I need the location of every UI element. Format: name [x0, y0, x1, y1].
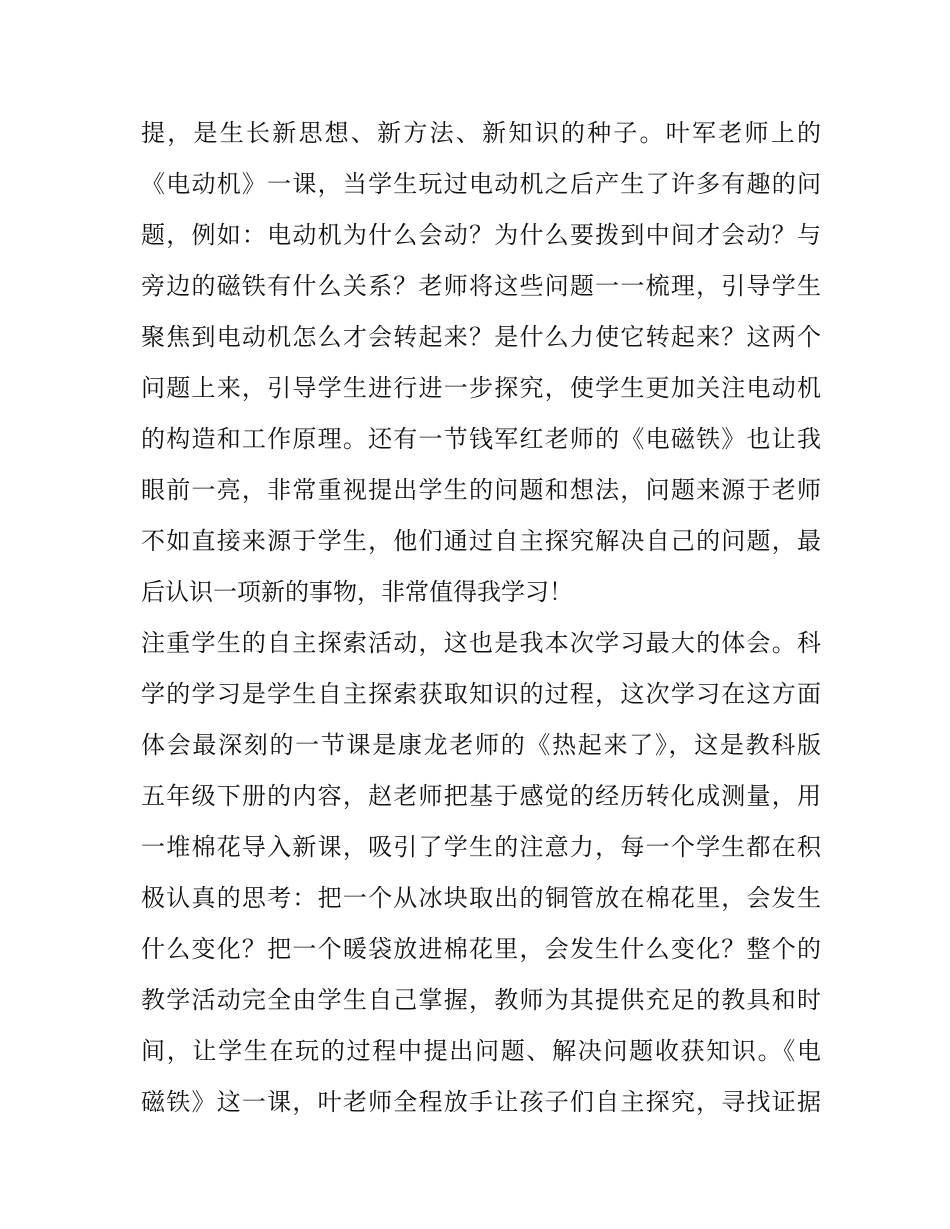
paragraph-1-line-10: 后认识一项新的事物，非常值得我学习！	[141, 578, 573, 606]
paragraph-1-line-9: 不如直接来源于学生，他们通过自主探究解决自己的问题，最	[141, 527, 821, 555]
paragraph-2-line-10: 磁铁》这一课，叶老师全程放手让孩子们自主探究，寻找证据	[141, 1088, 821, 1116]
paragraph-1-line-1: 提，是生长新思想、新方法、新知识的种子。叶军老师上的	[141, 119, 821, 147]
paragraph-1-line-3: 题，例如：电动机为什么会动？为什么要拨到中间才会动？与	[141, 221, 821, 249]
paragraph-1-line-8: 眼前一亮，非常重视提出学生的问题和想法，问题来源于老师	[141, 476, 821, 504]
paragraph-1-line-2: 《电动机》一课，当学生玩过电动机之后产生了许多有趣的问	[141, 170, 821, 198]
paragraph-2-line-7: 什么变化？把一个暖袋放进棉花里，会发生什么变化？整个的	[141, 935, 821, 963]
paragraph-2-line-4: 五年级下册的内容，赵老师把基于感觉的经历转化成测量，用	[141, 782, 821, 810]
paragraph-2-line-6: 极认真的思考：把一个从冰块取出的铜管放在棉花里，会发生	[141, 884, 821, 912]
paragraph-2-line-1: 注重学生的自主探索活动，这也是我本次学习最大的体会。科	[141, 629, 821, 657]
paragraph-2-line-5: 一堆棉花导入新课，吸引了学生的注意力，每一个学生都在积	[141, 833, 821, 861]
paragraph-2-line-9: 间，让学生在玩的过程中提出问题、解决问题收获知识。《电	[141, 1037, 821, 1065]
paragraph-2-line-3: 体会最深刻的一节课是康龙老师的《热起来了》，这是教科版	[141, 731, 821, 759]
paragraph-2	[141, 618, 821, 1128]
paragraph-1-line-4: 旁边的磁铁有什么关系？老师将这些问题一一梳理，引导学生	[141, 272, 821, 300]
paragraph-1	[141, 108, 821, 618]
paragraph-1-line-7: 的构造和工作原理。还有一节钱军红老师的《电磁铁》也让我	[141, 425, 821, 453]
paragraph-1-line-5: 聚焦到电动机怎么才会转起来？是什么力使它转起来？这两个	[141, 323, 821, 351]
paragraph-1-line-6: 问题上来，引导学生进行进一步探究，使学生更加关注电动机	[141, 374, 821, 402]
paragraph-2-line-8: 教学活动完全由学生自己掌握，教师为其提供充足的教具和时	[141, 986, 821, 1014]
paragraph-2-line-2: 学的学习是学生自主探索获取知识的过程，这次学习在这方面	[141, 680, 821, 708]
document-body	[141, 108, 821, 1128]
